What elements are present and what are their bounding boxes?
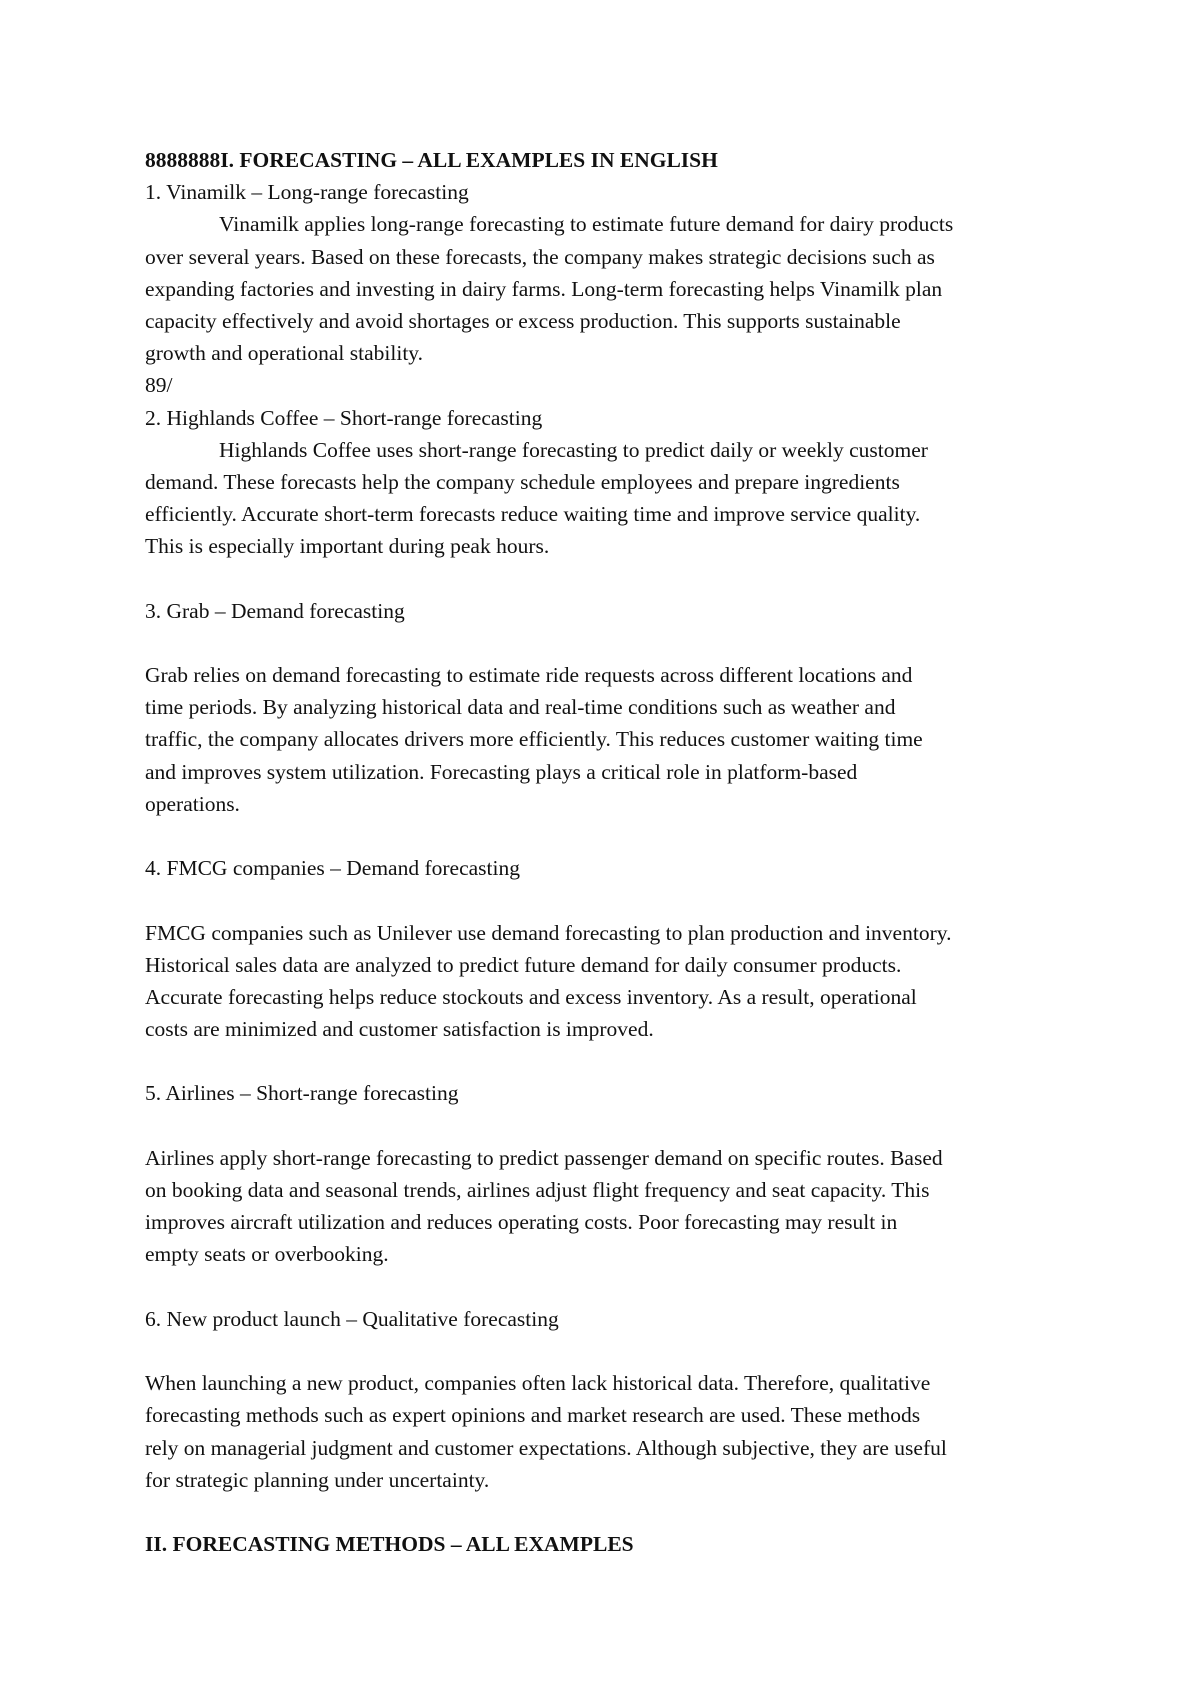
spacer <box>145 1496 1065 1528</box>
item-3-line-3: traffic, the company allocates drivers more efficiently. This reduces customer waiting time <box>145 727 923 752</box>
item-3-line-5: operations. <box>145 791 240 816</box>
spacer <box>145 884 1065 916</box>
item-1-line-4: capacity effectively and avoid shortages or excess production. This supports sustainable <box>145 308 901 333</box>
spacer <box>145 562 1065 594</box>
spacer <box>145 627 1065 659</box>
item-1-line-1: Vinamilk applies long-range forecasting to estimate future demand for dairy products <box>219 212 954 237</box>
spacer <box>145 1045 1065 1077</box>
item-5-line-2: on booking data and seasonal trends, airlines adjust flight frequency and seat capacity. This <box>145 1178 930 1202</box>
spacer <box>145 1110 1065 1142</box>
item-4-line-2: Historical sales data are analyzed to predict future demand for daily consumer products. <box>145 952 902 977</box>
item-3-line-2: time periods. By analyzing historical data and real-time conditions such as weather and <box>145 695 896 720</box>
item-2-line-2: demand. These forecasts help the company schedule employees and prepare ingredients <box>145 469 900 494</box>
item-title-5: 5. Airlines – Short-range forecasting <box>145 1081 459 1106</box>
item-title-1: 1. Vinamilk – Long-range forecasting <box>145 180 469 205</box>
item-title-2: 2. Highlands Coffee – Short-range forecasting <box>145 405 543 430</box>
item-5-line-3: improves aircraft utilization and reduces operating costs. Poor forecasting may result in <box>145 1210 898 1235</box>
item-6-line-4: for strategic planning under uncertainty. <box>145 1467 490 1492</box>
item-6-line-2: forecasting methods such as expert opinions and market research are used. These methods <box>145 1403 921 1428</box>
spacer <box>145 1335 1065 1367</box>
stray-text: 89/ <box>145 373 173 398</box>
item-4-line-4: costs are minimized and customer satisfaction is improved. <box>145 1017 654 1042</box>
item-title-4: 4. FMCG companies – Demand forecasting <box>145 856 520 881</box>
item-3-line-4: and improves system utilization. Forecasting plays a critical role in platform-based <box>145 759 858 784</box>
section-heading-1: 8888888I. FORECASTING – ALL EXAMPLES IN ENGLISH <box>145 148 718 172</box>
item-1-line-5: growth and operational stability. <box>145 341 424 366</box>
item-5-line-1: Airlines apply short-range forecasting to predict passenger demand on specific routes. Based <box>145 1145 943 1170</box>
item-4-line-3: Accurate forecasting helps reduce stockouts and excess inventory. As a result, operational <box>145 984 917 1009</box>
item-2-line-3: efficiently. Accurate short-term forecasts reduce waiting time and improve service quality. <box>145 502 921 527</box>
item-3-line-1: Grab relies on demand forecasting to estimate ride requests across different locations and <box>145 663 913 687</box>
document-body <box>145 144 1065 1560</box>
item-2-line-1: Highlands Coffee uses short-range forecasting to predict daily or weekly customer <box>219 437 928 462</box>
item-title-6: 6. New product launch – Qualitative forecasting <box>145 1306 559 1331</box>
spacer <box>145 820 1065 852</box>
spacer <box>145 1271 1065 1303</box>
item-1-line-3: expanding factories and investing in dairy farms. Long-term forecasting helps Vinamilk plan <box>145 276 943 301</box>
item-title-3: 3. Grab – Demand forecasting <box>145 598 405 623</box>
item-6-line-1: When launching a new product, companies often lack historical data. Therefore, qualitative <box>145 1371 931 1396</box>
item-2-line-4: This is especially important during peak hours. <box>145 534 550 559</box>
item-5-line-4: empty seats or overbooking. <box>145 1242 389 1267</box>
item-4-line-1: FMCG companies such as Unilever use demand forecasting to plan production and inventory. <box>145 920 952 945</box>
item-1-line-2: over several years. Based on these forecasts, the company makes strategic decisions such as <box>145 244 935 269</box>
section-heading-2: II. FORECASTING METHODS – ALL EXAMPLES <box>145 1532 634 1557</box>
item-6-line-3: rely on managerial judgment and customer expectations. Although subjective, they are useful <box>145 1435 947 1460</box>
